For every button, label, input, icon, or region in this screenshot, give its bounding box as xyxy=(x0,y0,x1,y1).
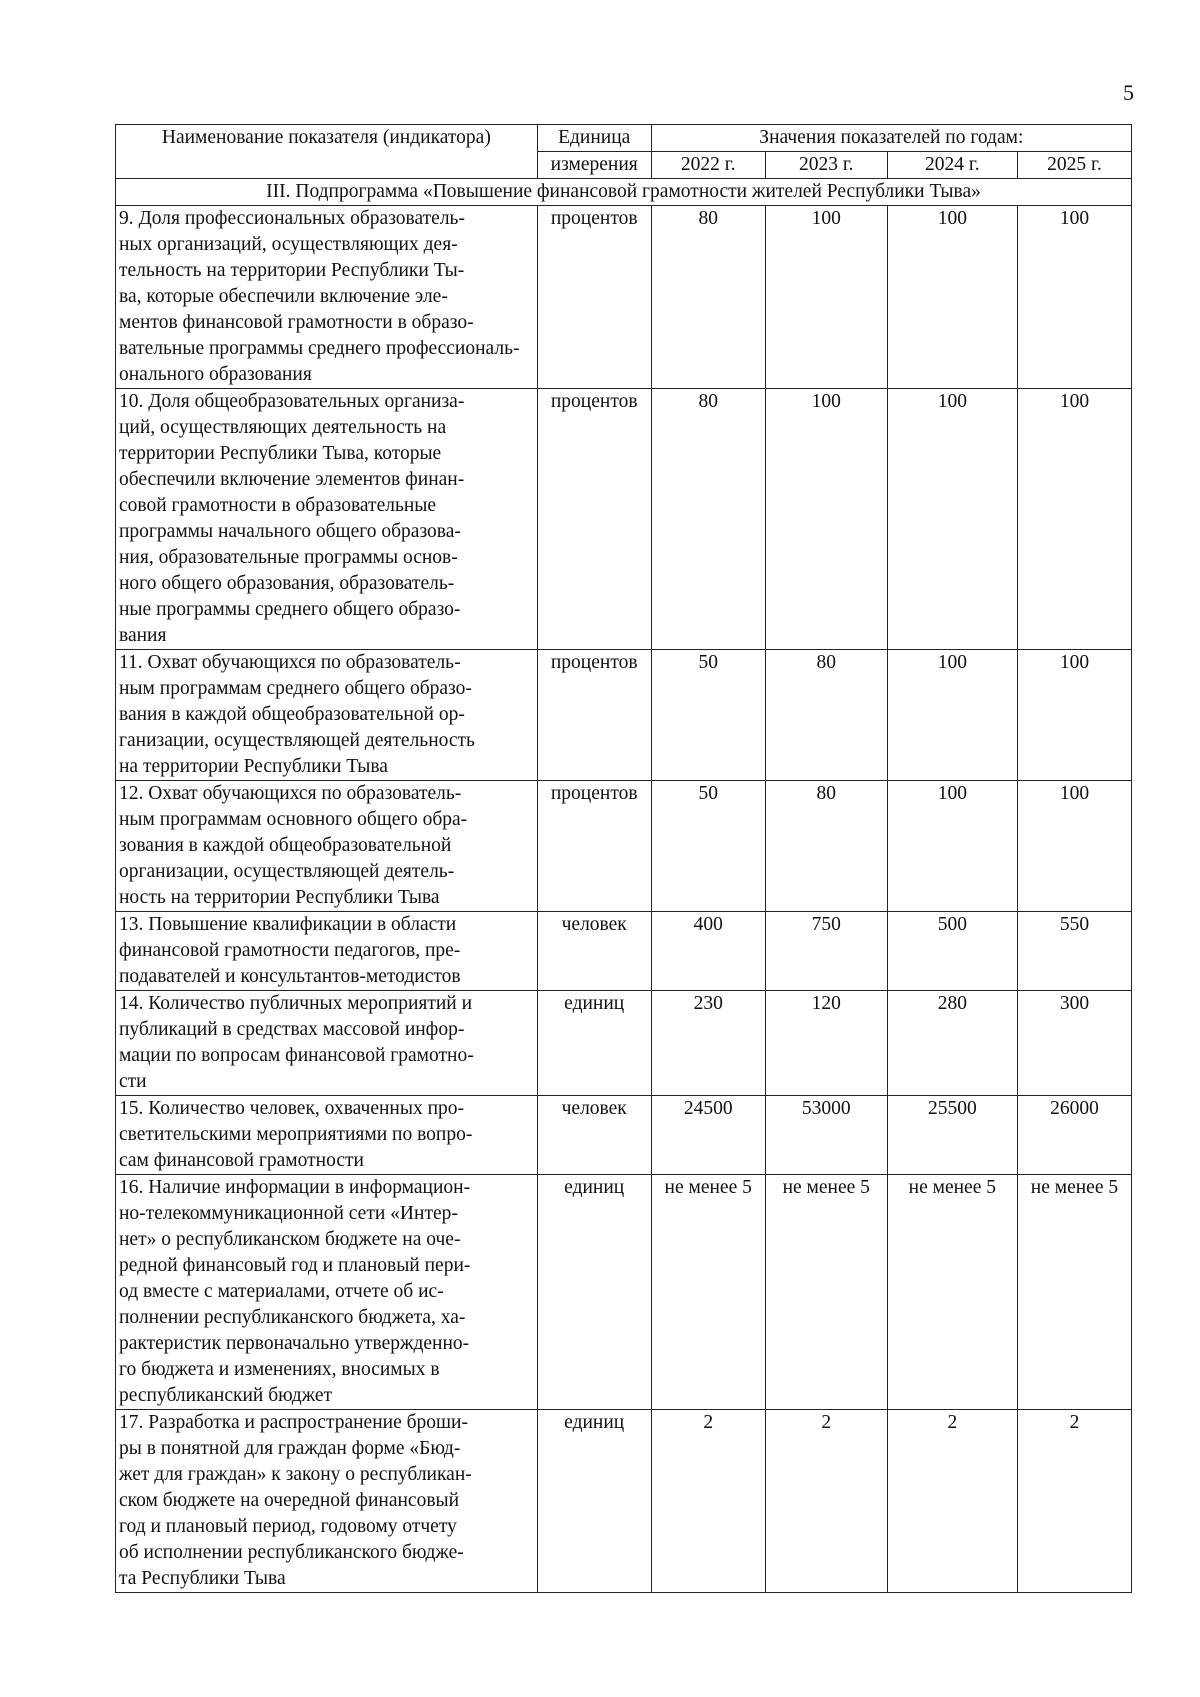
unit-cell: процентов xyxy=(537,206,651,389)
indicator-name-line: го бюджета и изменениях, вносимых в xyxy=(119,1359,440,1380)
indicator-name-cell xyxy=(116,781,538,912)
value-cell: 100 xyxy=(887,650,1017,781)
indicator-name-line: публикаций в средствах массовой инфор- xyxy=(119,1019,465,1040)
value-cell: 80 xyxy=(651,389,765,650)
indicator-name-line: обеспечили включение элементов финан- xyxy=(119,469,465,490)
indicator-name-line: программы начального общего образова- xyxy=(119,521,461,542)
unit-cell: человек xyxy=(537,912,651,991)
header-unit-line2: измерения xyxy=(537,152,651,179)
indicator-name-line: год и плановый период, годовому отчету xyxy=(119,1516,457,1537)
indicator-name-cell xyxy=(116,1096,538,1175)
indicator-name-line: сам финансовой грамотности xyxy=(119,1150,364,1171)
page-number: 5 xyxy=(1123,80,1134,105)
value-cell: 100 xyxy=(765,206,887,389)
value-cell: 100 xyxy=(887,206,1017,389)
value-cell: не менее 5 xyxy=(1017,1175,1131,1410)
indicator-name-line: 10. Доля общеобразовательных организа- xyxy=(119,391,465,412)
indicator-name-line: 14. Количество публичных мероприятий и xyxy=(119,993,473,1014)
indicator-name-line: ность на территории Республики Тыва xyxy=(119,887,440,908)
indicator-name-line: вания в каждой общеобразовательной ор- xyxy=(119,704,465,725)
value-cell: 25500 xyxy=(887,1096,1017,1175)
header-values-by-year: Значения показателей по годам: xyxy=(651,125,1131,152)
indicator-name-line: ва, которые обеспечили включение эле- xyxy=(119,286,448,307)
header-year: 2025 г. xyxy=(1017,152,1131,179)
indicator-name-cell xyxy=(116,991,538,1096)
unit-cell: единиц xyxy=(537,1410,651,1593)
indicator-name-line: об исполнении республиканского бюдже- xyxy=(119,1542,464,1563)
indicator-name-line: жет для граждан» к закону о республикан- xyxy=(119,1464,472,1485)
value-cell: 500 xyxy=(887,912,1017,991)
indicator-name-cell xyxy=(116,1410,538,1593)
indicator-name-line: 12. Охват обучающихся по образователь- xyxy=(119,783,462,804)
table-row xyxy=(116,650,1132,781)
header-year: 2022 г. xyxy=(651,152,765,179)
table-row xyxy=(116,991,1132,1096)
indicator-name-cell xyxy=(116,1175,538,1410)
value-cell: 550 xyxy=(1017,912,1131,991)
indicator-name-line: территории Республики Тыва, которые xyxy=(119,443,442,464)
value-cell: 100 xyxy=(765,389,887,650)
indicator-name-line: ций, осуществляющих деятельность на xyxy=(119,417,447,438)
indicator-name-line: светительскими мероприятиями по вопро- xyxy=(119,1124,473,1145)
indicator-name-line: зования в каждой общеобразовательной xyxy=(119,835,452,856)
value-cell: 750 xyxy=(765,912,887,991)
indicator-name-cell xyxy=(116,912,538,991)
unit-cell: единиц xyxy=(537,991,651,1096)
value-cell: 280 xyxy=(887,991,1017,1096)
unit-cell: процентов xyxy=(537,389,651,650)
value-cell: 100 xyxy=(1017,206,1131,389)
header-year: 2024 г. xyxy=(887,152,1017,179)
indicator-name-line: ры в понятной для граждан форме «Бюд- xyxy=(119,1438,461,1459)
indicator-name-line: ментов финансовой грамотности в образо- xyxy=(119,312,474,333)
table-row xyxy=(116,1175,1132,1410)
value-cell: 120 xyxy=(765,991,887,1096)
indicators-table xyxy=(115,124,1132,1593)
table-row xyxy=(116,912,1132,991)
value-cell: 53000 xyxy=(765,1096,887,1175)
indicator-name-line: ния, образовательные программы основ- xyxy=(119,547,458,568)
unit-cell: единиц xyxy=(537,1175,651,1410)
value-cell: 100 xyxy=(887,389,1017,650)
value-cell: не менее 5 xyxy=(651,1175,765,1410)
unit-cell: человек xyxy=(537,1096,651,1175)
indicator-name-line: 16. Наличие информации в информацион- xyxy=(119,1177,471,1198)
header-indicator-name: Наименование показателя (индикатора) xyxy=(116,125,538,179)
indicator-name-line: ганизации, осуществляющей деятельность xyxy=(119,730,475,751)
value-cell: 2 xyxy=(887,1410,1017,1593)
table-row xyxy=(116,1410,1132,1593)
value-cell: 2 xyxy=(765,1410,887,1593)
value-cell: 100 xyxy=(887,781,1017,912)
indicator-name-line: ным программам основного общего обра- xyxy=(119,809,468,830)
indicator-name-line: организации, осуществляющей деятель- xyxy=(119,861,455,882)
indicator-name-line: совой грамотности в образовательные xyxy=(119,495,437,516)
section-title: III. Подпрограмма «Повышение финансовой грамотности жителей Республики Тыва» xyxy=(116,179,1132,206)
indicator-name-line: 13. Повышение квалификации в области xyxy=(119,914,457,935)
unit-cell: процентов xyxy=(537,650,651,781)
indicator-name-line: нет» о республиканском бюджете на оче- xyxy=(119,1229,461,1250)
value-cell: не менее 5 xyxy=(765,1175,887,1410)
indicator-name-line: вания xyxy=(119,625,167,646)
unit-cell: процентов xyxy=(537,781,651,912)
indicator-name-line: онального образования xyxy=(119,364,312,385)
indicator-name-line: од вместе с материалами, отчете об ис- xyxy=(119,1281,444,1302)
indicator-name-line: полнении республиканского бюджета, ха- xyxy=(119,1307,466,1328)
value-cell: 100 xyxy=(1017,781,1131,912)
table-row xyxy=(116,389,1132,650)
table-row xyxy=(116,1096,1132,1175)
indicator-name-line: ным программам среднего общего образо- xyxy=(119,678,472,699)
value-cell: 26000 xyxy=(1017,1096,1131,1175)
indicator-name-line: но-телекоммуникационной сети «Интер- xyxy=(119,1203,458,1224)
indicator-name-cell xyxy=(116,650,538,781)
indicator-name-line: финансовой грамотности педагогов, пре- xyxy=(119,940,461,961)
indicator-name-line: тельность на территории Республики Ты- xyxy=(119,260,465,281)
table-row xyxy=(116,781,1132,912)
value-cell: 2 xyxy=(1017,1410,1131,1593)
value-cell: 400 xyxy=(651,912,765,991)
value-cell: 300 xyxy=(1017,991,1131,1096)
value-cell: 2 xyxy=(651,1410,765,1593)
indicator-name-line: 15. Количество человек, охваченных про- xyxy=(119,1098,465,1119)
value-cell: не менее 5 xyxy=(887,1175,1017,1410)
indicator-name-line: вательные программы среднего профессиональ- xyxy=(119,338,520,359)
indicator-name-line: редной финансовый год и плановый пери- xyxy=(119,1255,471,1276)
table-row xyxy=(116,206,1132,389)
indicator-name-cell xyxy=(116,389,538,650)
value-cell: 80 xyxy=(651,206,765,389)
indicator-name-line: 9. Доля профессиональных образователь- xyxy=(119,208,465,229)
indicator-name-line: ные программы среднего общего образо- xyxy=(119,599,461,620)
value-cell: 230 xyxy=(651,991,765,1096)
indicator-name-cell xyxy=(116,206,538,389)
indicator-name-line: ного общего образования, образователь- xyxy=(119,573,455,594)
header-unit-line1: Единица xyxy=(537,125,651,152)
indicator-name-line: сти xyxy=(119,1071,147,1092)
value-cell: 80 xyxy=(765,781,887,912)
section-row xyxy=(116,179,1132,206)
value-cell: 100 xyxy=(1017,650,1131,781)
indicator-name-line: на территории Республики Тыва xyxy=(119,756,388,777)
value-cell: 50 xyxy=(651,781,765,912)
value-cell: 50 xyxy=(651,650,765,781)
indicator-name-line: ском бюджете на очередной финансовый xyxy=(119,1490,460,1511)
indicator-name-line: 11. Охват обучающихся по образователь- xyxy=(119,652,461,673)
indicator-name-line: ных организаций, осуществляющих дея- xyxy=(119,234,458,255)
header-year: 2023 г. xyxy=(765,152,887,179)
value-cell: 24500 xyxy=(651,1096,765,1175)
indicator-name-line: та Республики Тыва xyxy=(119,1568,286,1589)
indicator-name-line: республиканский бюджет xyxy=(119,1385,333,1406)
indicator-name-line: мации по вопросам финансовой грамотно- xyxy=(119,1045,474,1066)
indicator-name-line: 17. Разработка и распространение броши- xyxy=(119,1412,468,1433)
indicator-name-line: подавателей и консультантов-методистов xyxy=(119,966,461,987)
indicator-name-line: рактеристик первоначально утвержденно- xyxy=(119,1333,470,1354)
header-row-1 xyxy=(116,125,1132,152)
value-cell: 100 xyxy=(1017,389,1131,650)
value-cell: 80 xyxy=(765,650,887,781)
